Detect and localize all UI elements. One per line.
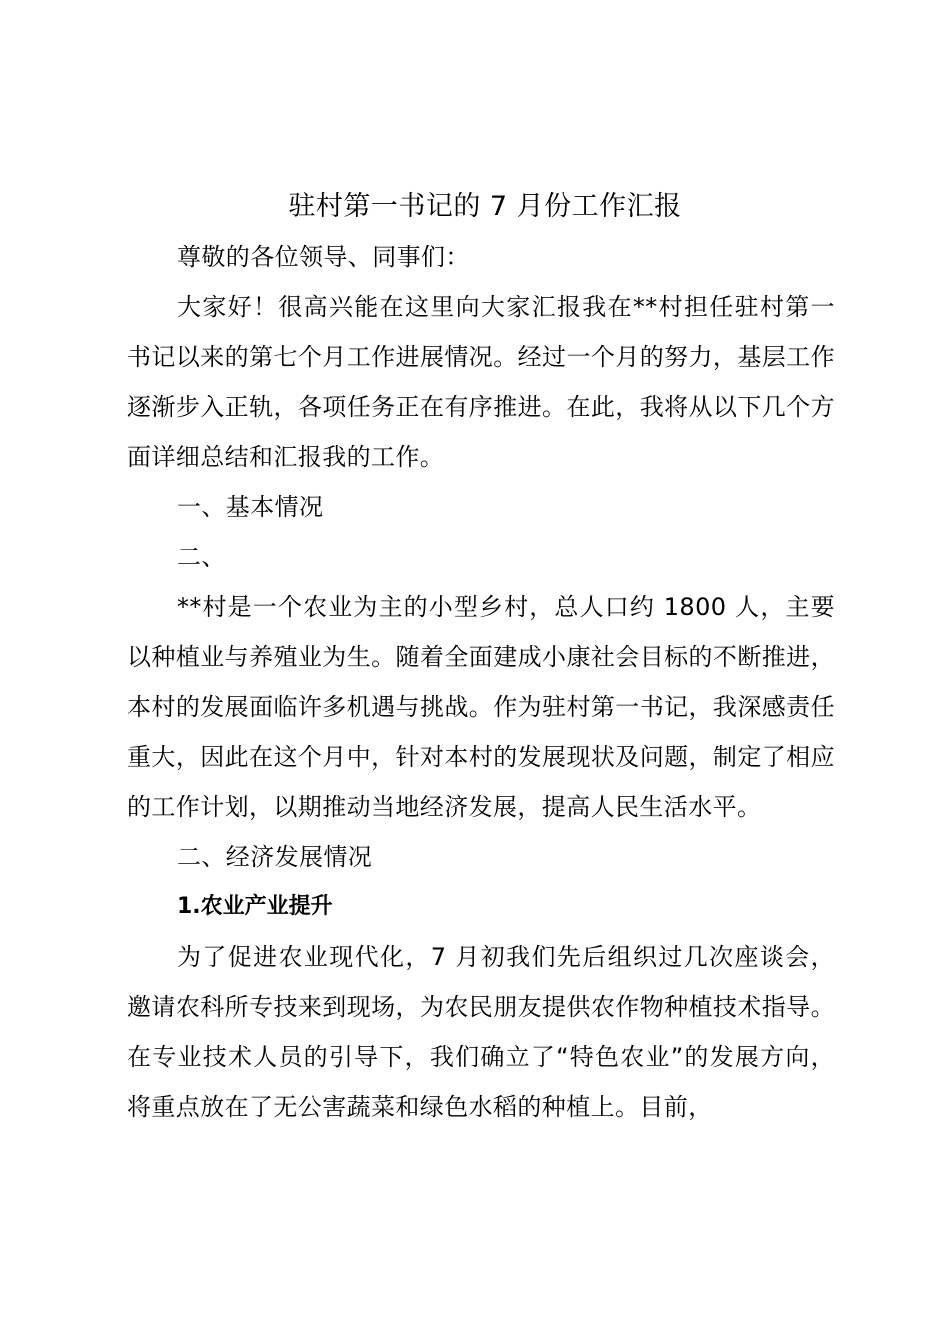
agriculture-paragraph: 为了促进农业现代化，7 月初我们先后组织过几次座谈会，邀请农科所专技来到现场，为农民朋友提供农作物种植技术指导。在专业技术人员的引导下，我们确立了“特色农业”的发展方向，将重点放在了无公害蔬菜和绿色水稻的种植上。目前， [127, 943, 835, 1121]
section-heading-basic-situation: 一、基本情况 [177, 493, 324, 521]
basic-situation-paragraph: **村是一个农业为主的小型乡村，总人口约 1800 人，主要以种植业与养殖业为生。随着全面建成小康社会目标的不断推进，本村的发展面临许多机遇与挑战。作为驻村第一书记，我深感责任重大，因此在这个月中，针对本村的发展现状及问题，制定了相应的工作计划，以期推动当地经济发展，提高人民生活水平。 [127, 593, 835, 821]
intro-paragraph: 大家好！很高兴能在这里向大家汇报我在**村担任驻村第一书记以来的第七个月工作进展情况。经过一个月的努力，基层工作逐渐步入正轨，各项任务正在有序推进。在此，我将从以下几个方面详细总结和汇报我的工作。 [127, 293, 835, 471]
greeting-line: 尊敬的各位领导、同事们： [177, 243, 470, 271]
section-heading-economic-development: 二、经济发展情况 [177, 843, 373, 871]
document-title: 驻村第一书记的 7 月份工作汇报 [288, 191, 682, 222]
document-body [127, 182, 835, 1132]
section-subheading-two: 二、 [177, 543, 226, 571]
subsection-heading-agriculture: 1.农业产业提升 [177, 894, 333, 919]
